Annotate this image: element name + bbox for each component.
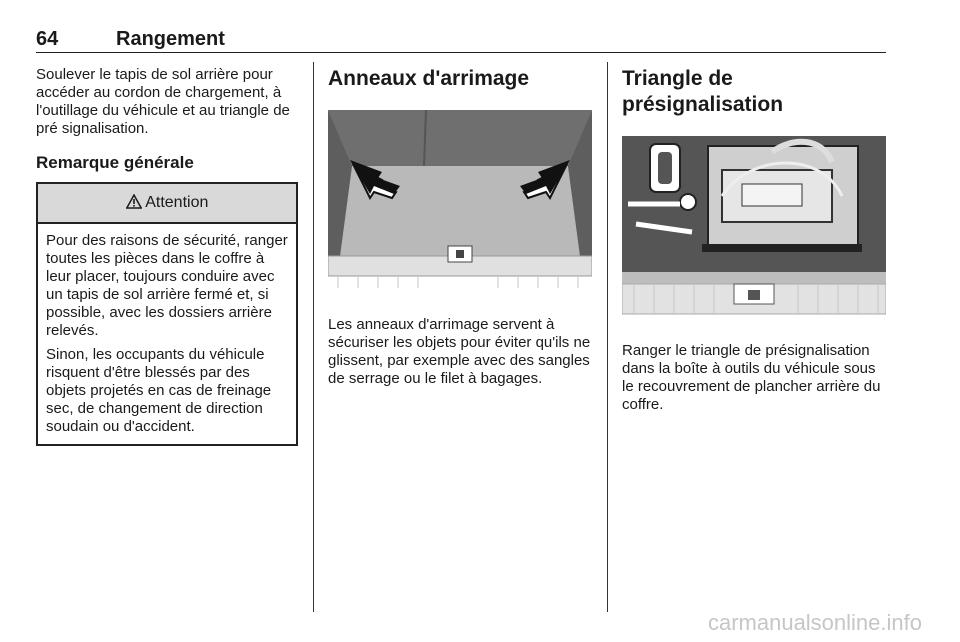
warning-header [38,184,296,224]
section-heading: Triangle de présignalisation [622,67,784,116]
column-divider [607,62,608,612]
watermark: carmanualsonline.info [707,610,922,635]
intro-paragraph: Soulever le tapis de sol arrière pour accéder au cordon de chargement, à l'outillage du véhicule et au triangle de pré signalisation. [36,66,290,137]
column-2 [328,66,592,388]
warning-body [38,224,296,444]
page-header [36,26,886,53]
section-subheading: Remarque générale [36,153,194,172]
column-divider [313,62,314,612]
column-1 [36,66,298,446]
warning-triangle-storage-illustration [622,132,886,328]
warning-triangle-paragraph: Ranger le triangle de présignalisation dans la boîte à outils du véhicule sous le recouvrement de plancher arrière du coffre. [622,342,881,413]
warning-paragraph: Sinon, les occupants du véhicule risquent d'être blessés par des objets projetés en cas de freinage sec, de changement de direction soudain ou d'accident. [46,346,272,435]
lashing-eyes-paragraph: Les anneaux d'arrimage servent à sécuriser les objets pour éviter qu'ils ne glissent, par exemple avec des sangles de serrage ou le filet à bagages. [328,316,591,387]
warning-box [36,182,298,446]
trunk-lashing-eyes-illustration [328,106,592,302]
section-heading: Anneaux d'arrimage [328,67,530,90]
column-3 [622,66,886,414]
warning-triangle-icon [126,194,146,211]
warning-paragraph: Pour des raisons de sécurité, ranger toutes les pièces dans le coffre à leur placer, toujours conduire avec un tapis de sol arrière fermé et, si possible, avec les dossiers arrière relevés. [46,232,288,339]
chapter-title: Rangement [116,28,225,50]
warning-title: Attention [145,194,209,211]
page-number: 64 [36,28,59,50]
